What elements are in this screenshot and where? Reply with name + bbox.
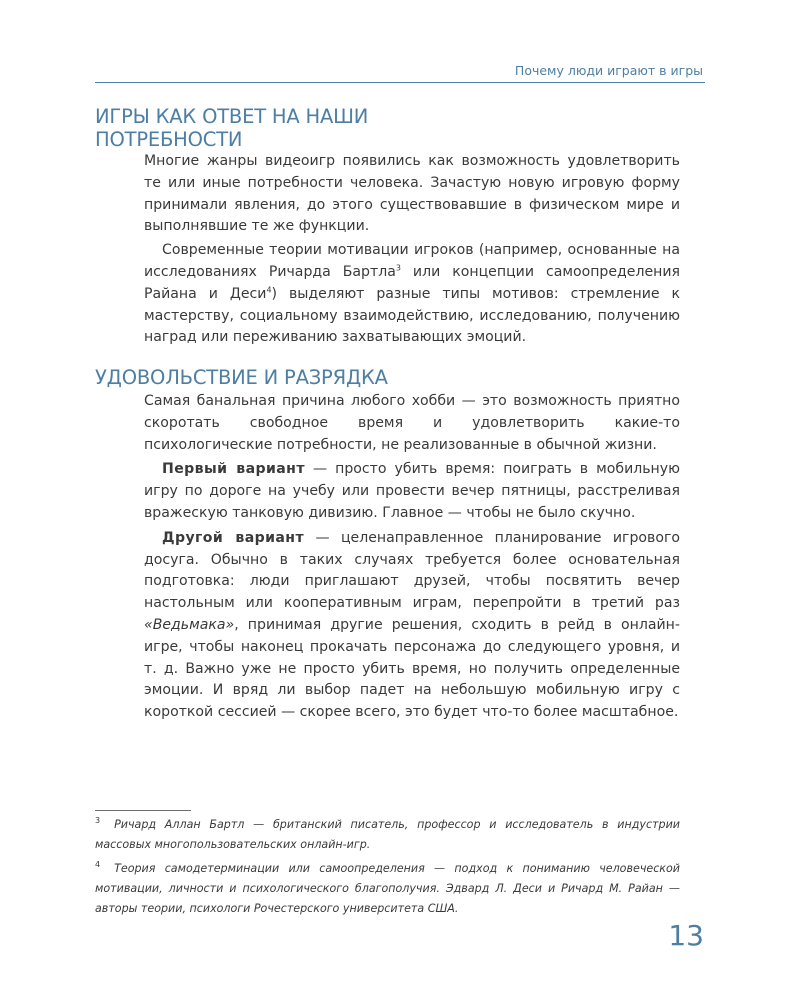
section-heading-needs	[95, 105, 415, 151]
section-heading-needs-line-1: ИГРЫ КАК ОТВЕТ НА НАШИ	[95, 105, 369, 128]
footnote-ref: 4	[266, 285, 272, 295]
section-heading-pleasure: УДОВОЛЬСТВИЕ И РАЗРЯДКА	[95, 366, 388, 389]
paragraph	[144, 240, 680, 349]
game-title: «Ведьмака»	[144, 616, 235, 633]
paragraph-text: — просто убить время: поиграть в мобильную игру по дороге на учебу или провести вечер пятницы, расстреливая вражескую танковую дивизию. Главное — чтобы не было скучно.	[144, 461, 680, 521]
section-heading-needs-line-2: ПОТРЕБНОСТИ	[95, 128, 243, 151]
running-header-title: Почему люди играют в игры	[514, 63, 703, 78]
footnote-text: Ричард Аллан Бартл — британский писатель, профессор и исследователь в индустрии массовых многопользовательских онлайн-игр.	[95, 818, 680, 851]
paragraph	[144, 528, 680, 724]
paragraph	[144, 459, 680, 524]
footnote-divider	[95, 810, 191, 811]
footnote	[95, 859, 680, 919]
paragraph-lead: Другой вариант	[162, 529, 305, 546]
footnote-ref: 3	[395, 263, 401, 273]
paragraph-text: — целенаправленное планирование игрового досуга. Обычно в таких случаях требуется более основательная подготовка: люди приглашают друзей, чтобы посвятить вечер настольным или кооперативным играм, перепройти в третий раз	[144, 529, 680, 612]
footnote-number: 4	[95, 860, 101, 870]
section-body-pleasure	[144, 391, 680, 724]
paragraph-text: ) выделяют разные типы мотивов: стремление к мастерству, социальному взаимодействию, исследованию, получению наград или переживанию захватывающих эмоций.	[144, 285, 680, 346]
paragraph-text: или концепции самоопределения Райана и Деси	[144, 263, 680, 302]
page-number: 13	[668, 919, 704, 952]
footnote-number: 3	[95, 816, 101, 826]
paragraph: Многие жанры видеоигр появились как возможность удовлетворить те или иные потребности человека. Зачастую новую игровую форму принимали явления, до этого существовавшие в физическом мире и выполнявшие те же функции.	[144, 153, 680, 235]
footnote	[95, 815, 680, 855]
paragraph-text: , принимая другие решения, сходить в рейд в онлайн-игре, чтобы наконец прокачать персонажа до следующего уровня, и т. д. Важно уже не просто убить время, но получить определенные эмоции. И вряд ли выбор падет на небольшую мобильную игру с короткой сессией — скорее всего, это будет что-то более масштабное.	[144, 616, 680, 721]
paragraph-text: Современные теории мотивации игроков (например, основанные на исследованиях Ричарда Бартла	[144, 242, 680, 280]
footnotes	[95, 815, 680, 919]
paragraph-lead: Первый вариант	[162, 461, 305, 478]
footnote-text: Теория самодетерминации или самоопределения — подход к пониманию человеческой мотивации, личности и психологического благополучия. Эдвард Л. Деси и Ричард М. Райан — авторы теории, психологи Рочестерского университета США.	[95, 862, 680, 915]
running-header	[95, 60, 705, 83]
paragraph: Самая банальная причина любого хобби — это возможность приятно скоротать свободное время и удовлетворить какие-то психологические потребности, не реализованные в обычной жизни.	[144, 393, 680, 453]
section-body-needs	[144, 151, 680, 349]
